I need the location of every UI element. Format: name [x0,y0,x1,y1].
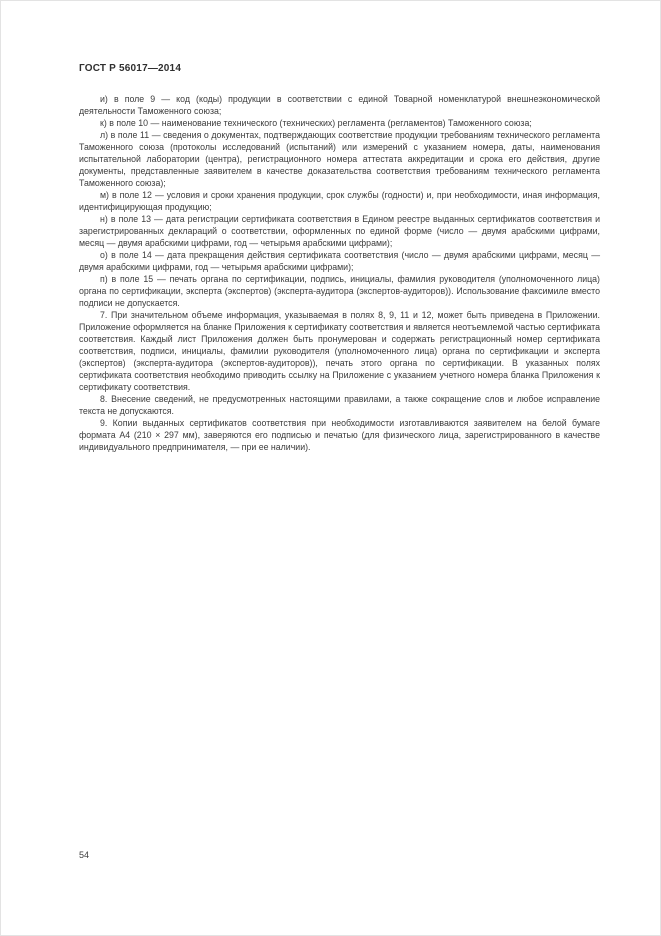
body-paragraph-field-13: н) в поле 13 — дата регистрации сертификата соответствия в Едином реестре выданных сертификатов соответствия и зарегистрированных деклараций о соответствии, оформленных по единой форме (число — двумя арабскими цифрами, месяц — двумя арабскими цифрами, год — четырьмя арабскими цифрами); [79,214,600,248]
body-paragraph-field-10: к) в поле 10 — наименование технического (технических) регламента (регламентов) Таможенного союза; [100,118,532,128]
body-paragraph-clause-8: 8. Внесение сведений, не предусмотренных настоящими правилами, а также сокращение слов и любое исправление текста не допускаются. [79,394,600,416]
body-paragraph-field-15: п) в поле 15 — печать органа по сертификации, подпись, инициалы, фамилия руководителя (уполномоченного лица) органа по сертификации, эксперта (экспертов) (эксперта-аудитора (экспертов-аудиторов)). Использование факсимиле вместо подписи не допускается. [79,274,600,308]
page-number: 54 [79,850,90,860]
body-paragraph-field-12: м) в поле 12 — условия и сроки хранения продукции, срок службы (годности) и, при необходимости, иная информация, идентифицирующая продукцию; [79,190,600,212]
body-paragraph-clause-9: 9. Копии выданных сертификатов соответствия при необходимости изготавливаются заявителем на белой бумаге формата А4 (210 × 297 мм), заверяются его подписью и печатью (для физического лица, зарегистрированного в качестве индивидуального предпринимателя, — при ее наличии). [79,418,600,452]
body-paragraph-clause-7: 7. При значительном объеме информация, указываемая в полях 8, 9, 11 и 12, может быть приведена в Приложении. Приложение оформляется на бланке Приложения к сертификату соответствия и является неотъемлемой частью сертификата соответствия. Каждый лист Приложения должен быть пронумерован и содержать регистрационный номер сертификата соответствия, подписи, инициалы, фамилии руководителя (уполномоченного лица) органа по сертификации и эксперта (экспертов) (эксперта-аудитора (экспертов-аудиторов)), печать этого органа по сертификации. В указанных полях сертификата соответствия необходимо приводить ссылку на Приложение с указанием учетного номера бланка Приложения к сертификату соответствия. [79,310,600,392]
body-paragraph-field-9: и) в поле 9 — код (коды) продукции в соответствии с единой Товарной номенклатурой внешнеэкономической деятельности Таможенного союза; [79,94,600,116]
body-paragraph-field-11: л) в поле 11 — сведения о документах, подтверждающих соответствие продукции требованиям технического регламента Таможенного союза (протоколы исследований (испытаний) или измерений с указанием номера, даты, наименования испытательной лаборатории (центра), регистрационного номера аттестата аккредитации и срока его действия, другие документы, представленные заявителем в качестве доказательства соответствия требованиям технического регламента Таможенного союза); [79,130,600,188]
standard-number-header: ГОСТ Р 56017—2014 [79,63,182,74]
body-paragraph-field-14: о) в поле 14 — дата прекращения действия сертификата соответствия (число — двумя арабскими цифрами, месяц — двумя арабскими цифрами, год — четырьмя арабскими цифрами); [79,250,600,272]
document-body [79,93,600,453]
